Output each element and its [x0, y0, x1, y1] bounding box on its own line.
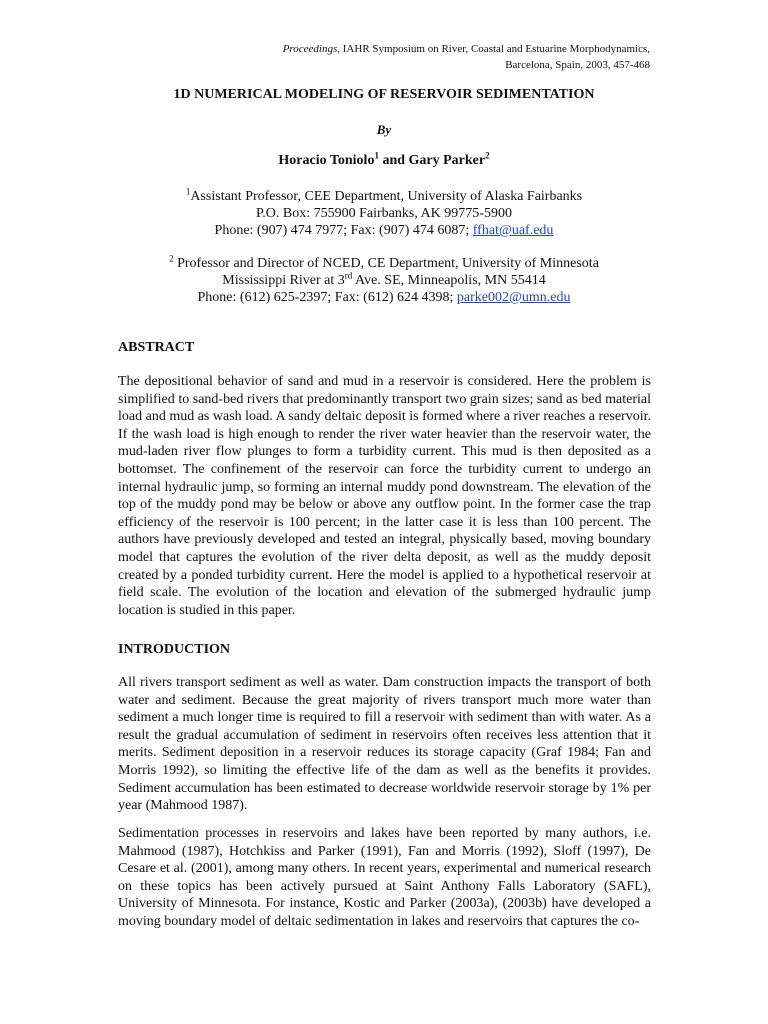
journal-name: Proceedings,: [282, 43, 341, 55]
affiliation-2: [0, 255, 768, 306]
affiliation-1-phone: Phone: (907) 474 7977; Fax: (907) 474 6087;: [214, 223, 473, 238]
affiliation-1-email-link[interactable]: ffhat@uaf.edu: [472, 223, 554, 238]
affiliation-2-address-part-2: Ave. SE, Minneapolis, MN 55414: [352, 273, 546, 288]
abstract-heading: ABSTRACT: [118, 340, 195, 355]
affiliation-2-address: [0, 272, 768, 289]
header-line-2: Barcelona, Spain, 2003, 457-468: [505, 59, 650, 71]
affiliation-1-contact: [0, 222, 768, 239]
affiliation-1-address: P.O. Box: 755900 Fairbanks, AK 99775-5900: [256, 206, 512, 221]
introduction-paragraph-2: Sedimentation processes in reservoirs and lakes have been reported by many authors, i.e. Mahmood (1987), Hotchkiss and Parker (1991), Fan and Morris (1992), Sloff (1997), De Cesare et al. (2001), among many others. In recent years, experimental and numerical research on these topics has been actively pursued at Saint Anthony Falls Laboratory (SAFL), University of Minnesota. For instance, Kostic and Parker (2003a), (2003b) have developed a moving boundary model of deltaic sedimentation in lakes and reservoirs that captures the co-: [118, 826, 651, 929]
introduction-paragraph-1: All rivers transport sediment as well as water. Dam construction impacts the transport of both water and sediment. Because the great majority of rivers transport much more water than sediment a much longer time is required to fill a reservoir with sediment than with water. As a result the gradual accumulation of sediment in reservoirs often receives less attention that it merits. Sediment deposition in a reservoir reduces its storage capacity (Graf 1984; Fan and Morris 1992), so limiting the effective life of the dam as well as the benefits it provides. Sediment accumulation has been estimated to decrease worldwide reservoir storage by 1% per year (Mahmood 1987).: [118, 675, 651, 814]
affiliation-2-address-part-1: Mississippi River at 3: [222, 273, 345, 288]
author-list: [0, 150, 768, 169]
abstract-text: The depositional behavior of sand and mud in a reservoir is considered. Here the problem is simplified to sand-bed rivers that predominantly transport two grain sizes; sand as bed material load and mud as wash load. A sandy deltaic deposit is formed where a river reaches a reservoir. If the wash load is high enough to render the river water heavier than the reservoir water, the mud-laden river flow plunges to form a turbidity current. This mud is then deposited as a bottomset. The confinement of the reservoir can force the turbidity current to undergo an internal hydraulic jump, so forming an internal muddy pond downstream. The elevation of the top of the muddy pond may be below or above any outflow point. In the former case the trap efficiency of the reservoir is 100 percent; in the latter case it is less than 100 percent. The authors have previously developed and tested an integral, physically based, moving boundary model that captures the evolution of the river delta deposit, as well as the muddy deposit created by a ponded turbidity current. Here the model is applied to a hypothetical reservoir at field scale. The evolution of the location and elevation of the submerged hydraulic jump location is studied in this paper.: [118, 374, 651, 618]
affiliation-2-phone: Phone: (612) 625-2397; Fax: (612) 624 4398;: [197, 290, 457, 305]
affiliation-1-line-1: [0, 188, 768, 205]
paper-title: 1D NUMERICAL MODELING OF RESERVOIR SEDIMENTATION: [173, 87, 595, 102]
affiliation-2-mark: 2: [169, 253, 174, 264]
running-header: [283, 41, 650, 73]
affiliation-2-ordinal: rd: [344, 270, 353, 281]
author-1-name: Horacio Toniolo: [278, 153, 375, 168]
by-line: By: [376, 122, 392, 137]
author-2-mark: 2: [485, 150, 490, 161]
header-line-1: [283, 41, 650, 57]
affiliation-2-title: Professor and Director of NCED, CE Department, University of Minnesota: [173, 256, 599, 271]
affiliation-2-contact: [0, 289, 768, 306]
affiliation-1: [0, 188, 768, 239]
symposium-name: IAHR Symposium on River, Coastal and Estuarine Morphodynamics,: [340, 43, 650, 55]
affiliation-1-title: Assistant Professor, CEE Department, University of Alaska Fairbanks: [190, 189, 583, 204]
author-2-name: and Gary Parker: [378, 153, 486, 168]
introduction-heading: INTRODUCTION: [118, 642, 231, 657]
affiliation-1-mark: 1: [185, 186, 191, 197]
author-1-mark: 1: [374, 150, 379, 161]
affiliation-2-line-1: [0, 255, 768, 272]
affiliation-2-email-link[interactable]: parke002@umn.edu: [456, 290, 571, 305]
